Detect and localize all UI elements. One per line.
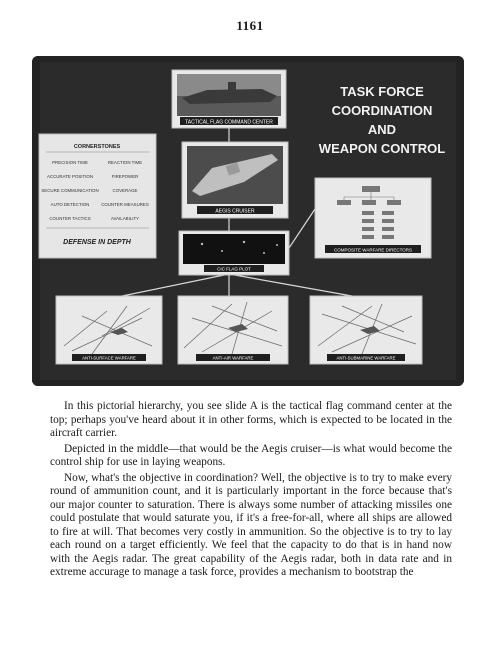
tactical-flag-label: TACTICAL FLAG COMMAND CENTER: [185, 119, 273, 126]
cic-flag-plot-panel: [179, 231, 289, 275]
slide-figure: [32, 56, 464, 386]
cornerstone-item: AVAILABILITY: [110, 216, 140, 221]
slide-title-line-4: WEAPON CONTROL: [318, 141, 446, 156]
tactical-flag-panel: [172, 70, 286, 128]
aegis-cruiser-panel: [182, 142, 288, 218]
cic-flag-plot-label: CIC FLAG PLOT: [217, 266, 251, 272]
slide-title-line-1: TASK FORCE: [340, 84, 424, 99]
paragraph: Now, what's the objective in coordination? Well, the objective is to try to make every round of ammunition count, and it is particularly important in the force because that's our major counter to saturation. There is always some number of attacking missiles one could postulate that would saturate you, if it's a free-for-all, where all ships are allowed to fire at will. That becomes very costly in ammunition. So the objective is to try to lay each round on a target efficiently. We feel that the capacity to do that is in hand now with the Aegis radar. The great capability of the Aegis radar, both in data rate and in extreme accurage to manage a task force, provides a mechanism to bootstrap the: [50, 471, 452, 578]
paragraph: Depicted in the middle—that would be the Aegis cruiser—is what would become the control ship for use in laying weapons.: [50, 442, 452, 468]
anti-surface-label: ANTI-SURFACE WARFARE: [82, 355, 136, 361]
cornerstone-item: SECURE COMMUNICATION: [41, 188, 99, 193]
slide-title-line-3: AND: [367, 122, 397, 137]
anti-surface-panel: [56, 296, 162, 364]
slide-title-line-2: COORDINATION: [331, 103, 433, 118]
anti-submarine-panel: [310, 296, 422, 364]
composite-warfare-label: COMPOSITE WARFARE DIRECTORS: [333, 247, 413, 253]
cornerstone-item: ACCURATE POSITION: [46, 174, 94, 179]
cornerstone-item: COVERAGE: [112, 188, 138, 193]
cornerstone-item: PRECISION TIME: [52, 160, 88, 165]
anti-air-panel: [178, 296, 288, 364]
cornerstone-item: REACTION TIME: [107, 160, 143, 165]
defense-in-depth-label: DEFENSE IN DEPTH: [63, 239, 131, 246]
anti-submarine-label: ANTI-SUBMARINE WARFARE: [336, 355, 396, 361]
page-number: 1161: [236, 18, 264, 33]
cornerstone-item: COUNTER MEASURES: [101, 202, 149, 207]
cornerstone-item: AUTO DETECTION: [50, 202, 90, 207]
cornerstones-panel: [39, 134, 156, 258]
aegis-cruiser-label: AEGIS CRUISER: [215, 208, 255, 215]
body-text: [50, 400, 452, 582]
cornerstones-header: CORNERSTONES: [73, 144, 121, 150]
composite-warfare-panel: [315, 178, 431, 258]
paragraph: In this pictorial hierarchy, you see slide A is the tactical flag command center at the top; perhaps you've heard about it in other forms, which is expected to be located in the aircraft carrier.: [50, 400, 452, 439]
cornerstone-item: FIREPOWER: [111, 174, 139, 179]
cornerstone-item: COUNTER TACTICS: [49, 216, 91, 221]
anti-air-label: ANTI-AIR WARFARE: [212, 355, 254, 361]
